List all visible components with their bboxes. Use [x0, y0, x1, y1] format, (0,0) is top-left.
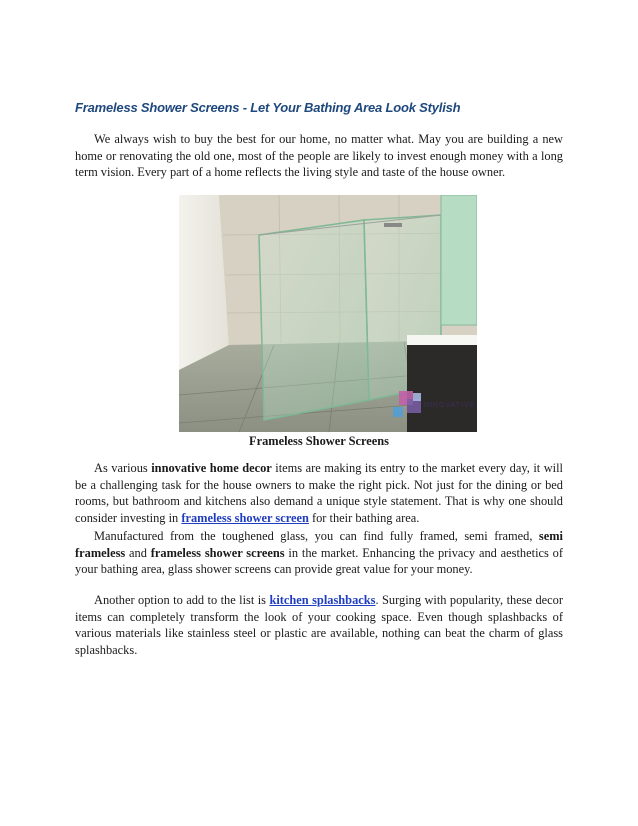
paragraph-splashbacks: Another option to add to the list is kitchen splashbacks. Surging with popularity, these decor items can completely transform the look of your cooking space. Even though splashbacks of various materials like stainless steel or plastic are available, nothing can beat the charm of glass splashbacks. [75, 593, 563, 657]
bold-innovative-home-decor: innovative home decor [151, 461, 272, 475]
bold-frameless-shower-screens: frameless shower screens [150, 545, 285, 560]
intro-paragraph: We always wish to buy the best for our home, no matter what. May you are building a new home or renovating the old one, most of the people are likely to invest enough money with a long term vision. Every part of a home reflects the living style and taste of the house owner. [75, 132, 563, 179]
frameless-shower-screen-link[interactable]: frameless shower screen [181, 510, 309, 525]
document-title: Frameless Shower Screens - Let Your Bathing Area Look Stylish [75, 100, 461, 115]
image-caption: Frameless Shower Screens [249, 434, 389, 448]
watermark-logo-text: INNOVATIVE [424, 402, 476, 409]
paragraph-toughened-glass: Manufactured from the toughened glass, you can find fully framed, semi framed, semi frameless and frameless shower screens in the market. Enhancing the privacy and aesthetics of your bathing area, glass shower screens can provide great value for your money. [75, 529, 563, 576]
bold-semi-frameless: semi frameless [75, 529, 563, 560]
shower-screen-photo [179, 195, 477, 432]
kitchen-splashbacks-link[interactable]: kitchen splashbacks [269, 593, 376, 607]
paragraph-innovative-decor: As various innovative home decor items are making its entry to the market every day, it will be a challenging task for the house owners to make the right pick. Not just for the dining or bed rooms, but bathroom and kitchens also demand a unique style statement. That is why one should consider investing in frameless shower screen for their bathing area. [75, 461, 563, 525]
